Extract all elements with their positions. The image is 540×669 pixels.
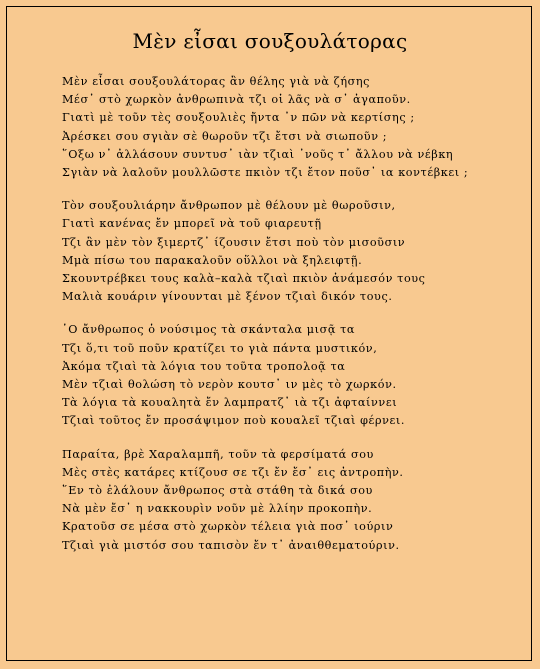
poem-line: Τὰ λόγια τὰ κουαλητὰ ἔν λαμπρατζ᾽ ιὰ τζι ἀφταίννει [62, 396, 398, 410]
poem-line: Μὲν εἶσαι σουξουλάτορας ἂν θέλης γιὰ νὰ ζήσης [62, 75, 371, 88]
poem-line: Μὲς στὲς κατάρες κτίζουσ σε τζι ἔν ἔσ᾽ εις ἀντροπὴν. [62, 465, 404, 479]
poem-line: ῞Οξω ν᾽ ἀλλάσουν συντυσ᾽ ιὰν τζιαὶ ᾽νοῦς τ᾽ ἄλλου νὰ νέβκη [62, 147, 454, 161]
poem-line: ῾Ο ἄνθρωπος ὁ νούσιμος τὰ σκάνταλα μισᾷ τα [62, 323, 356, 337]
poem-line: Μέσ᾽ στὸ χωρκὸν ἀνθρωπινὰ τζι οἱ λᾶς νὰ σ᾽ ἀγαποῦν. [62, 93, 411, 107]
stanza-3 [62, 321, 528, 430]
poem-line: Τὸν σουξουλιάρην ἄνθρωπον μὲ θέλουν μὲ θωροῦσιν, [62, 199, 396, 213]
poem-line: Νὰ μὲν ἔσ᾽ η νακκουρὶν νοῦν μὲ λλίην προκοπὴν. [62, 502, 373, 516]
poem-line: Μὲν τζιαὶ θολώση τὸ νερὸν κουτσ᾽ ιν μὲς τὸ χωρκόν. [62, 378, 397, 392]
poem-line: Γιατὶ μὲ τοῦν τὲς σουξουλιὲς ἤντα ᾽ν πῶν νὰ κερτίσης ; [62, 111, 415, 125]
poem-line: Τζι ὅ,τι τοῦ ποῦν κρατίζει το γιὰ πάντα μυστικόν, [62, 341, 378, 355]
poem-line: Ἀρέσκει σου σγιὰν σὲ θωροῦν τζι ἔτσι νὰ σιωποῦν ; [62, 129, 388, 143]
poem-title: Μὲν εἶσαι σουξουλάτορας [132, 29, 408, 53]
poem-line: Τζιαὶ τοῦτος ἔν προσάψιμον ποὺ κουαλεῖ τζιαὶ φέρνει. [62, 414, 406, 428]
stanza-2 [62, 197, 528, 306]
poem-line: Τζιαὶ γιὰ μιστόσ σου ταπισὸν ἔν τ᾽ ἀναιθθεματούριν. [62, 538, 400, 552]
poem-line: Τζι ἂν μὲν τὸν ξιμερτζ᾽ ίζουσιν ἔτσι ποὺ τὸν μισοῦσιν [62, 235, 406, 249]
poem-line: Μμὰ πίσω του παρακαλοῦν οὕλλοι νὰ ξηλειφτῇ. [62, 253, 363, 267]
poem-body [62, 73, 528, 570]
poem-line: Σγιὰν νὰ λαλοῦν μουλλῶστε πκιὸν τζι ἔτον ποῦσ᾽ ια κοντέβκει ; [62, 166, 469, 180]
poem-line: Κρατοῦσ σε μέσα στὸ χωρκὸν τέλεια γιὰ ποσ᾽ ιούριν [62, 520, 394, 534]
poem-line: Μαλιὰ κουάριν γίνουνται μὲ ξένον τζιαὶ δικόν τους. [62, 290, 393, 304]
stanza-4 [62, 446, 528, 555]
poem-line: Γιατὶ κανένας ἔν μπορεῖ νὰ τοῦ φιαρευτῇ [62, 217, 322, 231]
poem-line: ῞Εν τὸ ἐλάλουν ἄνθρωπος στὰ στάθη τὰ δικά σου [62, 484, 373, 498]
poem-line: Σκουντρέβκει τους καλὰ–καλὰ τζιαὶ πκιὸν ἀνάμεσόν τους [62, 272, 426, 286]
page-frame [6, 6, 532, 661]
poem-line: Παραίτα, βρὲ Χαραλαμπῆ, τοῦν τὰ φερσίματά σου [62, 447, 374, 461]
poem-line: Ἀκόμα τζιαὶ τὰ λόγια του τοῦτα τροπολοᾷ τα [62, 359, 346, 373]
stanza-1 [62, 73, 528, 182]
